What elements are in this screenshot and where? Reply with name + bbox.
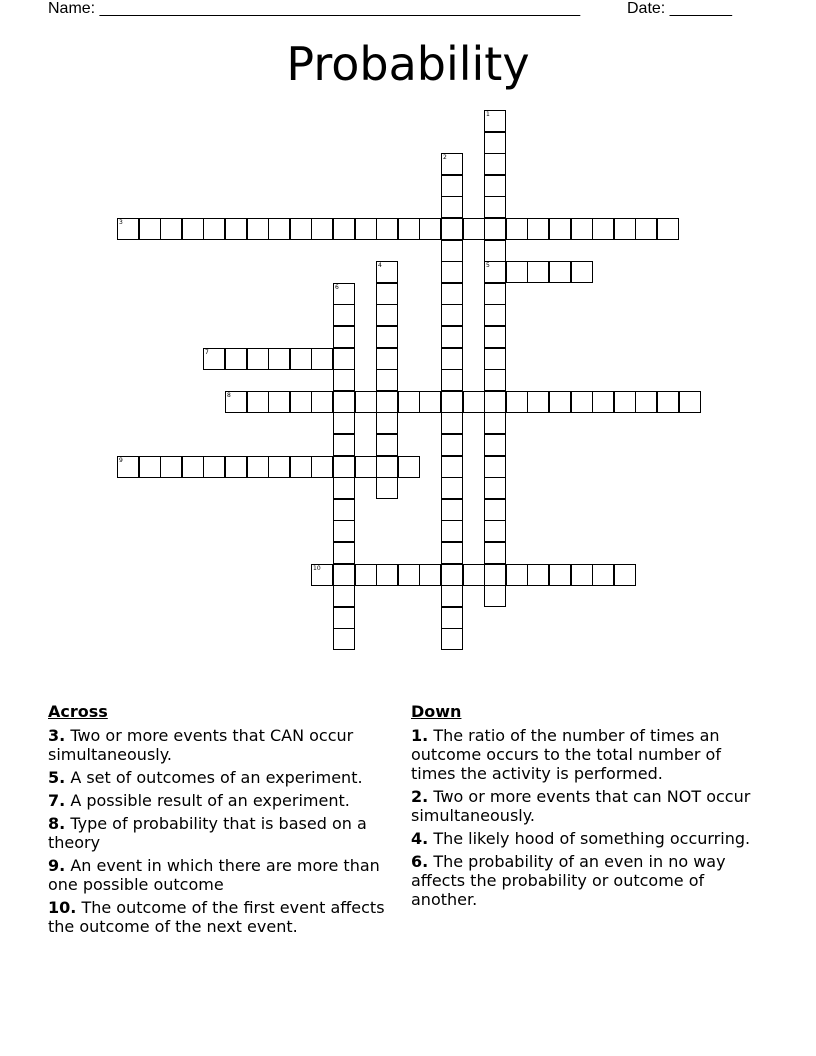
crossword-cell[interactable] bbox=[592, 218, 614, 240]
crossword-cell[interactable] bbox=[484, 542, 506, 564]
crossword-cell[interactable] bbox=[376, 434, 398, 456]
crossword-cell[interactable] bbox=[333, 520, 355, 542]
crossword-cell[interactable] bbox=[376, 369, 398, 391]
crossword-cell[interactable] bbox=[333, 607, 355, 629]
crossword-cell[interactable] bbox=[398, 456, 420, 478]
crossword-cell[interactable] bbox=[311, 391, 333, 413]
crossword-cell[interactable] bbox=[333, 542, 355, 564]
crossword-cell[interactable] bbox=[333, 456, 355, 478]
crossword-cell[interactable] bbox=[506, 218, 528, 240]
crossword-cell[interactable] bbox=[398, 564, 420, 586]
crossword-cell[interactable] bbox=[614, 564, 636, 586]
crossword-cell[interactable] bbox=[484, 499, 506, 521]
crossword-cell[interactable] bbox=[398, 391, 420, 413]
cell-number: 9 bbox=[119, 457, 123, 464]
crossword-cell[interactable] bbox=[441, 628, 463, 650]
crossword-cell[interactable] bbox=[484, 520, 506, 542]
clue-number: 5. bbox=[48, 768, 66, 787]
crossword-cell[interactable] bbox=[311, 218, 333, 240]
crossword-cell[interactable] bbox=[527, 261, 549, 283]
crossword-cell[interactable] bbox=[333, 391, 355, 413]
crossword-cell[interactable] bbox=[419, 564, 441, 586]
crossword-cell[interactable] bbox=[225, 348, 247, 370]
crossword-cell[interactable] bbox=[355, 218, 377, 240]
crossword-cell[interactable] bbox=[355, 391, 377, 413]
crossword-cell[interactable] bbox=[333, 369, 355, 391]
crossword-cell[interactable] bbox=[484, 585, 506, 607]
crossword-cell[interactable] bbox=[463, 218, 485, 240]
crossword-cell[interactable] bbox=[657, 218, 679, 240]
clue-number: 10. bbox=[48, 898, 77, 917]
crossword-cell[interactable] bbox=[484, 196, 506, 218]
crossword-cell[interactable] bbox=[441, 369, 463, 391]
clue-across bbox=[48, 898, 393, 936]
crossword-cell[interactable] bbox=[160, 456, 182, 478]
crossword-cell[interactable] bbox=[484, 175, 506, 197]
clue-text: A set of outcomes of an experiment. bbox=[70, 768, 363, 787]
clue-across bbox=[48, 814, 393, 852]
crossword-cell[interactable] bbox=[484, 369, 506, 391]
crossword-cell[interactable] bbox=[484, 283, 506, 305]
crossword-cell[interactable] bbox=[592, 391, 614, 413]
crossword-cell[interactable] bbox=[376, 261, 398, 283]
crossword-cell[interactable] bbox=[398, 218, 420, 240]
cell-number: 10 bbox=[313, 565, 321, 572]
crossword-cell[interactable] bbox=[506, 391, 528, 413]
crossword-cell[interactable] bbox=[484, 240, 506, 262]
crossword-cell[interactable] bbox=[376, 477, 398, 499]
crossword-cell[interactable] bbox=[441, 304, 463, 326]
crossword-cell[interactable] bbox=[333, 304, 355, 326]
crossword-cell[interactable] bbox=[333, 434, 355, 456]
crossword-cell[interactable] bbox=[484, 434, 506, 456]
crossword-cell[interactable] bbox=[355, 564, 377, 586]
clue-number: 4. bbox=[411, 829, 429, 848]
crossword-cell[interactable] bbox=[311, 456, 333, 478]
crossword-cell[interactable] bbox=[376, 391, 398, 413]
cell-number: 4 bbox=[378, 262, 382, 269]
crossword-cell[interactable] bbox=[376, 348, 398, 370]
across-clues bbox=[48, 702, 393, 940]
crossword-cell[interactable] bbox=[311, 564, 333, 586]
clue-down bbox=[411, 829, 761, 848]
cell-number: 7 bbox=[205, 349, 209, 356]
clue-across bbox=[48, 726, 393, 764]
crossword-cell[interactable] bbox=[182, 218, 204, 240]
crossword-cell[interactable] bbox=[225, 456, 247, 478]
clue-text: The likely hood of something occurring. bbox=[433, 829, 751, 848]
crossword-cell[interactable] bbox=[441, 348, 463, 370]
crossword-cell[interactable] bbox=[484, 412, 506, 434]
crossword-cell[interactable] bbox=[484, 132, 506, 154]
crossword-cell[interactable] bbox=[549, 218, 571, 240]
crossword-cell[interactable] bbox=[441, 520, 463, 542]
crossword-cell[interactable] bbox=[441, 391, 463, 413]
crossword-cell[interactable] bbox=[117, 218, 139, 240]
clue-down bbox=[411, 787, 761, 825]
crossword-cell[interactable] bbox=[484, 477, 506, 499]
down-clues bbox=[411, 702, 761, 913]
crossword-cell[interactable] bbox=[290, 391, 312, 413]
crossword-cell[interactable] bbox=[441, 196, 463, 218]
crossword-cell[interactable] bbox=[139, 218, 161, 240]
clue-across bbox=[48, 856, 393, 894]
crossword-cell[interactable] bbox=[614, 391, 636, 413]
crossword-cell[interactable] bbox=[527, 564, 549, 586]
clue-down bbox=[411, 726, 761, 783]
crossword-cell[interactable] bbox=[441, 542, 463, 564]
crossword-cell[interactable] bbox=[484, 391, 506, 413]
crossword-cell[interactable] bbox=[247, 456, 269, 478]
crossword-cell[interactable] bbox=[614, 218, 636, 240]
crossword-cell[interactable] bbox=[333, 326, 355, 348]
crossword-cell[interactable] bbox=[290, 456, 312, 478]
crossword-cell[interactable] bbox=[484, 153, 506, 175]
crossword-cell[interactable] bbox=[376, 326, 398, 348]
crossword-cell[interactable] bbox=[268, 391, 290, 413]
cell-number: 8 bbox=[227, 392, 231, 399]
crossword-cell[interactable] bbox=[290, 348, 312, 370]
crossword-cell[interactable] bbox=[182, 456, 204, 478]
crossword-cell[interactable] bbox=[333, 477, 355, 499]
crossword-cell[interactable] bbox=[441, 412, 463, 434]
crossword-cell[interactable] bbox=[441, 456, 463, 478]
crossword-cell[interactable] bbox=[484, 564, 506, 586]
crossword-cell[interactable] bbox=[203, 348, 225, 370]
crossword-cell[interactable] bbox=[571, 261, 593, 283]
crossword-cell[interactable] bbox=[376, 564, 398, 586]
crossword-cell[interactable] bbox=[441, 218, 463, 240]
crossword-cell[interactable] bbox=[333, 283, 355, 305]
crossword-cell[interactable] bbox=[419, 218, 441, 240]
crossword-cell[interactable] bbox=[268, 456, 290, 478]
page-title: Probability bbox=[286, 37, 530, 91]
crossword-cell[interactable] bbox=[311, 348, 333, 370]
crossword-cell[interactable] bbox=[441, 434, 463, 456]
clue-number: 7. bbox=[48, 791, 66, 810]
crossword-cell[interactable] bbox=[376, 412, 398, 434]
across-heading: Across bbox=[48, 702, 108, 721]
crossword-cell[interactable] bbox=[484, 456, 506, 478]
crossword-cell[interactable] bbox=[333, 348, 355, 370]
crossword-cell[interactable] bbox=[290, 218, 312, 240]
crossword-cell[interactable] bbox=[333, 628, 355, 650]
crossword-cell[interactable] bbox=[484, 326, 506, 348]
crossword-cell[interactable] bbox=[441, 499, 463, 521]
crossword-cell[interactable] bbox=[139, 456, 161, 478]
crossword-cell[interactable] bbox=[635, 218, 657, 240]
crossword-cell[interactable] bbox=[506, 261, 528, 283]
crossword-cell[interactable] bbox=[463, 391, 485, 413]
crossword-cell[interactable] bbox=[441, 153, 463, 175]
clue-text: The ratio of the number of times an outcome occurs to the total number of times the activity is performed. bbox=[411, 726, 721, 783]
cell-number: 6 bbox=[335, 284, 339, 291]
crossword-cell[interactable] bbox=[225, 218, 247, 240]
clue-number: 8. bbox=[48, 814, 66, 833]
clue-text: The outcome of the first event affects the outcome of the next event. bbox=[48, 898, 385, 936]
crossword-cell[interactable] bbox=[527, 218, 549, 240]
crossword-cell[interactable] bbox=[571, 391, 593, 413]
crossword-cell[interactable] bbox=[527, 391, 549, 413]
crossword-cell[interactable] bbox=[549, 391, 571, 413]
cell-number: 3 bbox=[119, 219, 123, 226]
crossword-cell[interactable] bbox=[592, 564, 614, 586]
crossword-cell[interactable] bbox=[441, 585, 463, 607]
crossword-cell[interactable] bbox=[355, 456, 377, 478]
clue-number: 1. bbox=[411, 726, 429, 745]
crossword-cell[interactable] bbox=[463, 564, 485, 586]
crossword-cell[interactable] bbox=[571, 564, 593, 586]
crossword-cell[interactable] bbox=[247, 391, 269, 413]
crossword-cell[interactable] bbox=[333, 564, 355, 586]
crossword-cell[interactable] bbox=[419, 391, 441, 413]
crossword-cell[interactable] bbox=[441, 564, 463, 586]
clue-text: The probability of an even in no way affects the probability or outcome of another. bbox=[411, 852, 726, 909]
clue-text: Two or more events that CAN occur simultaneously. bbox=[48, 726, 354, 764]
crossword-cell[interactable] bbox=[376, 283, 398, 305]
crossword-cell[interactable] bbox=[333, 585, 355, 607]
crossword-cell[interactable] bbox=[203, 218, 225, 240]
crossword-cell[interactable] bbox=[484, 218, 506, 240]
clue-text: An event in which there are more than one possible outcome bbox=[48, 856, 380, 894]
crossword-cell[interactable] bbox=[333, 218, 355, 240]
crossword-cell[interactable] bbox=[484, 261, 506, 283]
crossword-cell[interactable] bbox=[506, 564, 528, 586]
crossword-cell[interactable] bbox=[376, 218, 398, 240]
crossword-cell[interactable] bbox=[484, 110, 506, 132]
crossword-cell[interactable] bbox=[657, 391, 679, 413]
crossword-cell[interactable] bbox=[333, 499, 355, 521]
crossword-cell[interactable] bbox=[549, 261, 571, 283]
crossword-cell[interactable] bbox=[376, 456, 398, 478]
crossword-cell[interactable] bbox=[549, 564, 571, 586]
crossword-cell[interactable] bbox=[247, 348, 269, 370]
crossword-cell[interactable] bbox=[441, 283, 463, 305]
cell-number: 1 bbox=[486, 111, 490, 118]
crossword-cell[interactable] bbox=[160, 218, 182, 240]
crossword-cell[interactable] bbox=[441, 326, 463, 348]
crossword-cell[interactable] bbox=[203, 456, 225, 478]
down-heading: Down bbox=[411, 702, 462, 721]
cell-number: 5 bbox=[486, 262, 490, 269]
crossword-cell[interactable] bbox=[441, 175, 463, 197]
crossword-cell[interactable] bbox=[635, 391, 657, 413]
crossword-cell[interactable] bbox=[679, 391, 701, 413]
crossword-cell[interactable] bbox=[441, 261, 463, 283]
clue-across bbox=[48, 791, 393, 810]
clue-number: 2. bbox=[411, 787, 429, 806]
clue-text: A possible result of an experiment. bbox=[70, 791, 350, 810]
crossword-cell[interactable] bbox=[441, 240, 463, 262]
clue-number: 6. bbox=[411, 852, 429, 871]
crossword-cell[interactable] bbox=[225, 391, 247, 413]
crossword-cell[interactable] bbox=[441, 477, 463, 499]
crossword-cell[interactable] bbox=[376, 304, 398, 326]
crossword-cell[interactable] bbox=[333, 412, 355, 434]
cell-number: 2 bbox=[443, 154, 447, 161]
name-field-label: Name: ______________________________________________________ bbox=[48, 0, 581, 17]
clue-text: Two or more events that can NOT occur simultaneously. bbox=[411, 787, 751, 825]
clue-text: Type of probability that is based on a theory bbox=[48, 814, 367, 852]
crossword-cell[interactable] bbox=[484, 304, 506, 326]
crossword-cell[interactable] bbox=[441, 607, 463, 629]
clue-down bbox=[411, 852, 761, 909]
crossword-cell[interactable] bbox=[268, 218, 290, 240]
crossword-cell[interactable] bbox=[268, 348, 290, 370]
clue-number: 3. bbox=[48, 726, 66, 745]
date-field-label: Date: _______ bbox=[627, 0, 732, 17]
crossword-cell[interactable] bbox=[484, 348, 506, 370]
clue-across bbox=[48, 768, 393, 787]
crossword-cell[interactable] bbox=[571, 218, 593, 240]
clue-number: 9. bbox=[48, 856, 66, 875]
crossword-cell[interactable] bbox=[247, 218, 269, 240]
crossword-cell[interactable] bbox=[117, 456, 139, 478]
